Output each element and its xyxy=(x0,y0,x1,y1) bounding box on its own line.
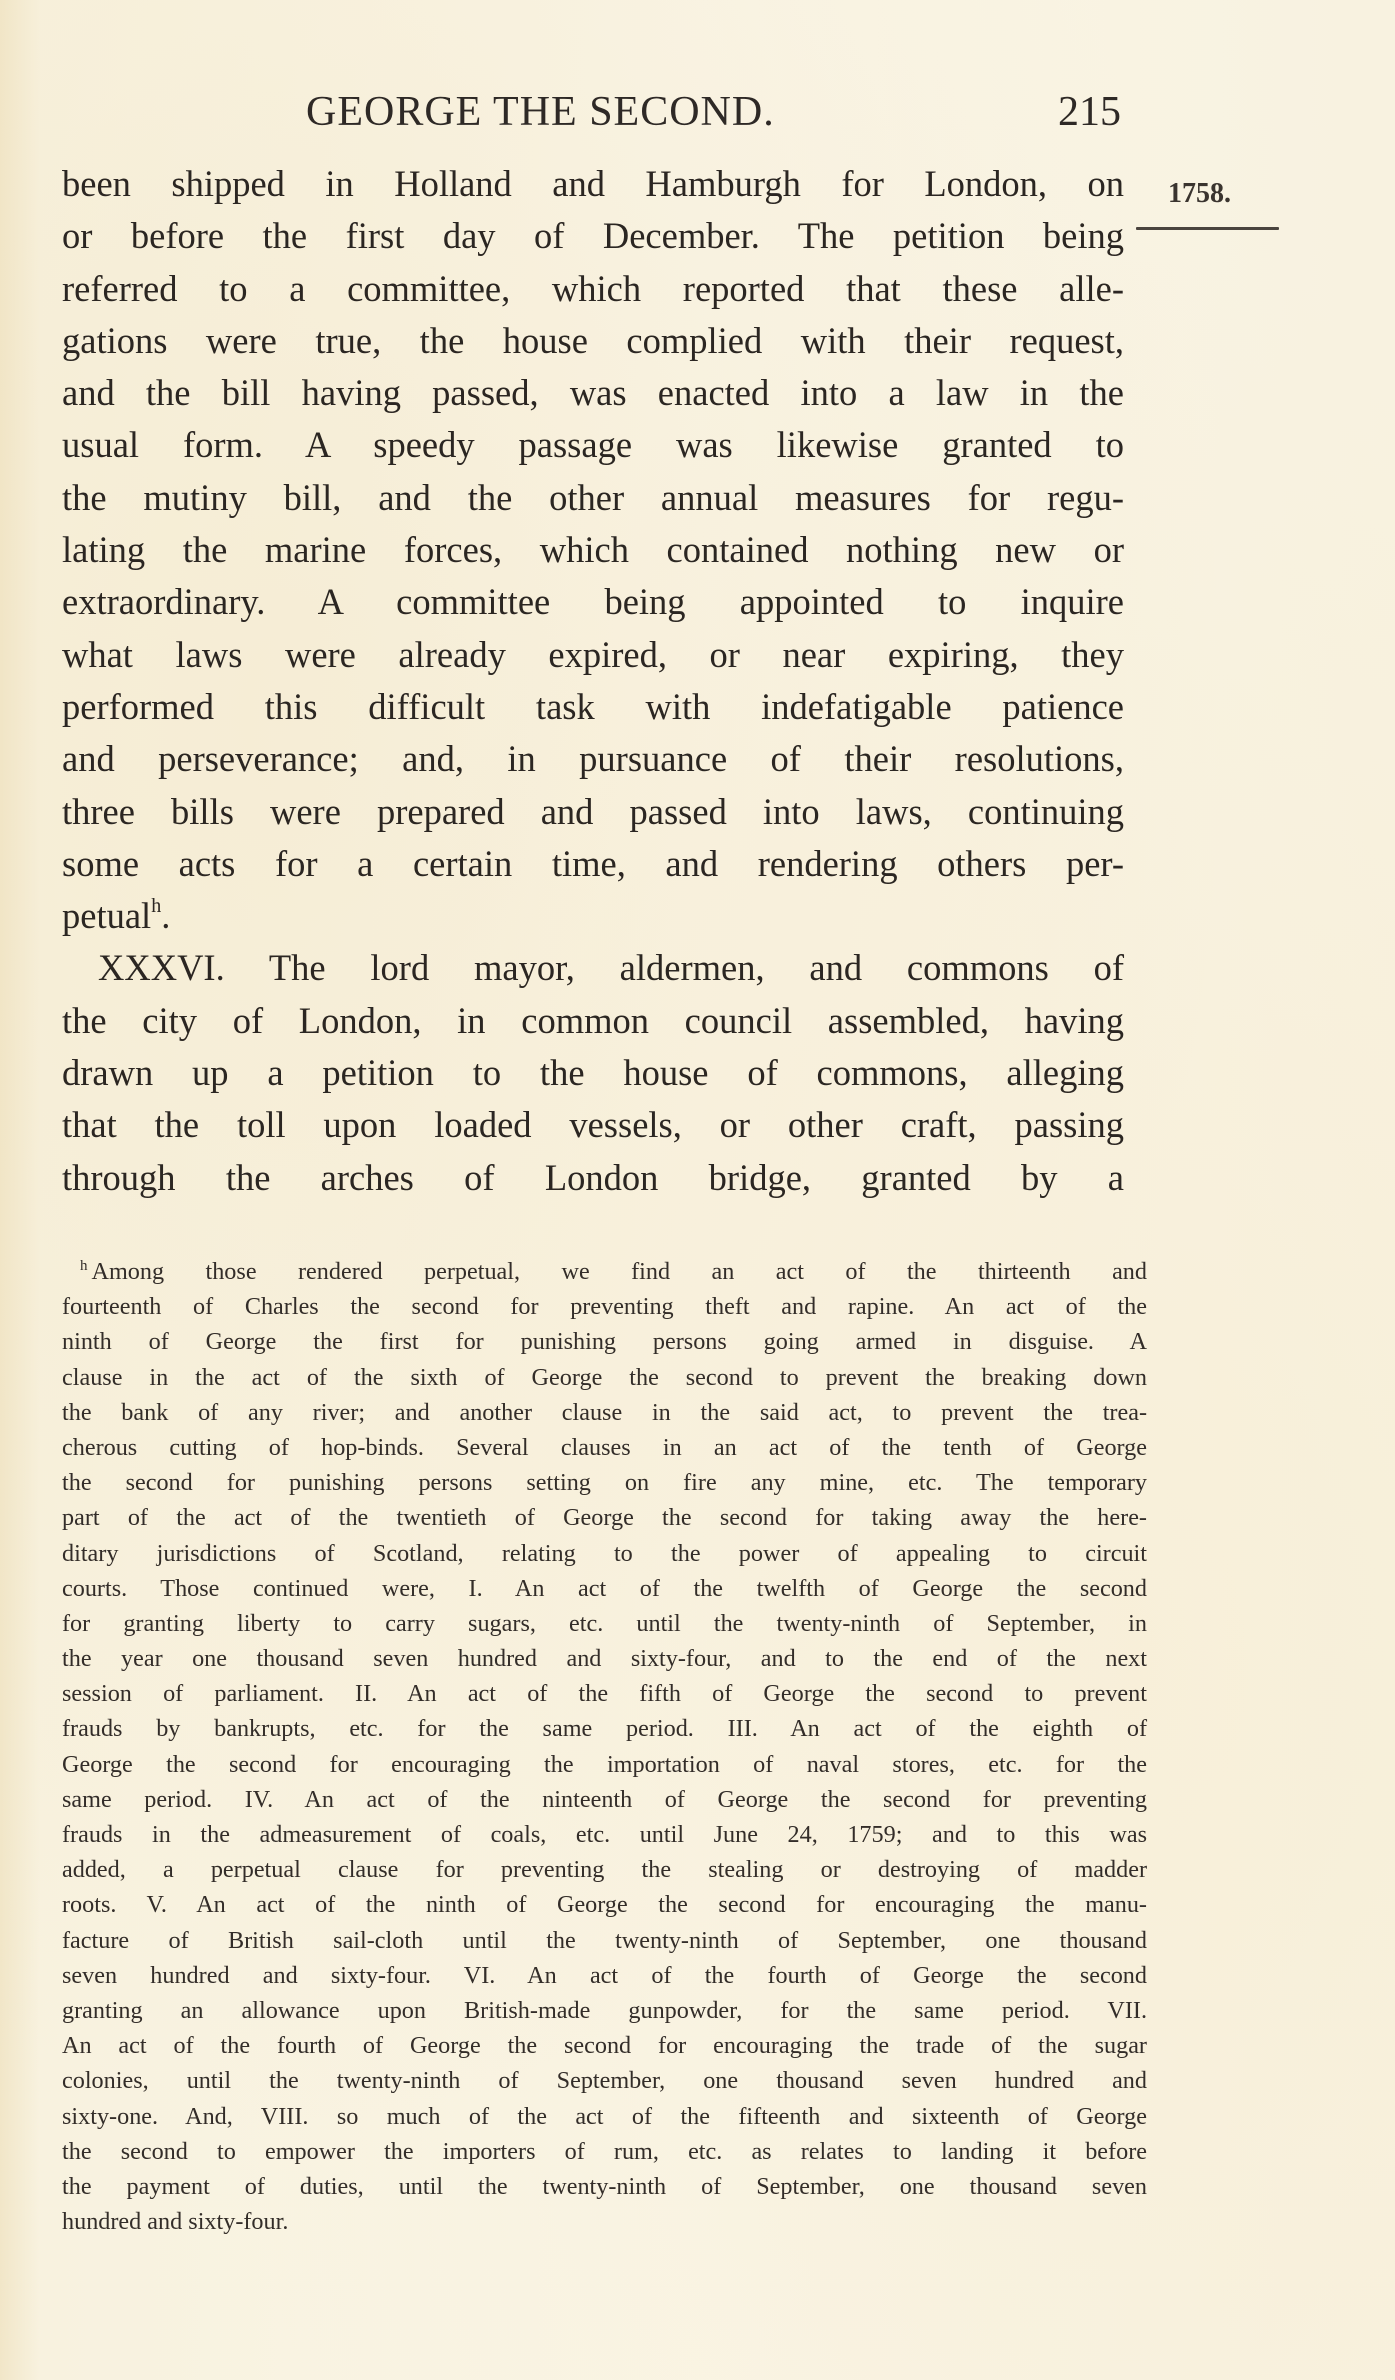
footnote-line: the bank of any river; and another clause in the said act, to prevent the trea- xyxy=(62,1398,1147,1426)
body-line: been shipped in Holland and Hamburgh for London, on xyxy=(62,163,1124,204)
footnote-line-last: hundred and sixty-four. xyxy=(62,2208,289,2236)
margin-rule-divider xyxy=(1136,227,1279,230)
body-line: three bills were prepared and passed into laws, continuing xyxy=(62,790,1124,832)
running-head xyxy=(306,88,1121,144)
body-text xyxy=(62,158,1124,1204)
body-line: or before the first day of December. The petition being xyxy=(62,215,1124,257)
footnote-line: frauds by bankrupts, etc. for the same period. III. An act of the eighth of xyxy=(62,1715,1147,1743)
page-number: 215 xyxy=(1058,89,1121,135)
body-line: some acts for a certain time, and rendering others per- xyxy=(62,842,1124,884)
body-line: what laws were already expired, or near expiring, they xyxy=(62,633,1124,675)
section-number: XXXVI. xyxy=(98,947,225,989)
footnote-line: granting an allowance upon British-made gunpowder, for the same period. VII. xyxy=(62,1996,1147,2024)
period: . xyxy=(161,895,171,937)
body-line: lating the marine forces, which contained nothing new or xyxy=(62,529,1124,571)
body-line-text: petual xyxy=(62,895,152,937)
footnote-line: the payment of duties, until the twenty-ninth of September, one thousand seven xyxy=(62,2172,1147,2200)
footnote-line: ditary jurisdictions of Scotland, relating to the power of appealing to circuit xyxy=(62,1539,1147,1567)
footnote-line: facture of British sail-cloth until the twenty-ninth of September, one thousand xyxy=(62,1926,1147,1954)
footnote-line: seven hundred and sixty-four. VI. An act of the fourth of George the second xyxy=(62,1961,1147,1989)
body-line: and the bill having passed, was enacted into a law in the xyxy=(62,372,1124,414)
footnote-line: colonies, until the twenty-ninth of September, one thousand seven hundred and xyxy=(62,2067,1147,2095)
body-line: referred to a committee, which reported that these alle- xyxy=(62,267,1124,309)
body-line: the city of London, in common council assembled, having xyxy=(62,999,1124,1041)
footnote-line: courts. Those continued were, I. An act of the twelfth of George the second xyxy=(62,1574,1147,1602)
body-line: performed this difficult task with indefatigable patience xyxy=(62,685,1124,727)
body-line: that the toll upon loaded vessels, or other craft, passing xyxy=(62,1104,1124,1146)
margin-year-note: 1758. xyxy=(1168,178,1231,209)
footnote-line: same period. IV. An act of the ninteenth of George the second for preventing xyxy=(62,1785,1147,1813)
body-line-paragraph-end xyxy=(62,890,1124,942)
footnote-line: the year one thousand seven hundred and sixty-four, and to the end of the next xyxy=(62,1645,1147,1673)
running-title: GEORGE THE SECOND. xyxy=(306,89,775,135)
body-line: usual form. A speedy passage was likewise granted to xyxy=(62,424,1124,466)
body-line: extraordinary. A committee being appointed to inquire xyxy=(62,581,1124,623)
section-line-text: The lord mayor, aldermen, and commons of xyxy=(268,947,1125,989)
footnote-line: ninth of George the first for punishing persons going armed in disguise. A xyxy=(62,1328,1147,1356)
footnote-line: frauds in the admeasurement of coals, etc. until June 24, 1759; and to this was xyxy=(62,1821,1147,1848)
footnote-reference-h[interactable]: h xyxy=(151,895,162,918)
footnote-line-text: Among those rendered perpetual, we find an act of the thirteenth and xyxy=(91,1258,1147,1285)
footnote-line: part of the act of the twentieth of George the second for taking away the here- xyxy=(62,1504,1147,1532)
footnote-line: George the second for encouraging the importation of naval stores, etc. for the xyxy=(62,1750,1147,1778)
footnote-line: cherous cutting of hop-binds. Several clauses in an act of the tenth of George xyxy=(62,1433,1147,1461)
footnote-line: the second for punishing persons setting on fire any mine, etc. The temporary xyxy=(62,1469,1147,1497)
footnote-line: the second to empower the importers of rum, etc. as relates to landing it before xyxy=(62,2137,1147,2165)
body-line: gations were true, the house complied with their request, xyxy=(62,319,1124,361)
footnote-line: An act of the fourth of George the second for encouraging the trade of the sugar xyxy=(62,2032,1147,2060)
footnote-line: session of parliament. II. An act of the fifth of George the second to prevent xyxy=(62,1680,1147,1708)
footnote-line: clause in the act of the sixth of George the second to prevent the breaking down xyxy=(62,1363,1147,1391)
footnote-line-first xyxy=(62,1254,1147,1289)
footnote-line: roots. V. An act of the ninth of George the second for encouraging the manu- xyxy=(62,1891,1147,1919)
footnote-h xyxy=(62,1254,1147,2239)
body-line: drawn up a petition to the house of commons, alleging xyxy=(62,1052,1124,1094)
footnote-marker: h xyxy=(80,1258,88,1274)
footnote-line: added, a perpetual clause for preventing the stealing or destroying of madder xyxy=(62,1856,1147,1884)
footnote-line: for granting liberty to carry sugars, etc. until the twenty-ninth of September, in xyxy=(62,1609,1147,1637)
footnote-line: fourteenth of Charles the second for preventing theft and rapine. An act of the xyxy=(62,1293,1147,1321)
body-line: and perseverance; and, in pursuance of their resolutions, xyxy=(62,738,1124,780)
body-line: through the arches of London bridge, granted by a xyxy=(62,1156,1124,1198)
section-heading-line xyxy=(62,942,1124,994)
footnote-line: sixty-one. And, VIII. so much of the act of the fifteenth and sixteenth of George xyxy=(62,2102,1147,2130)
body-line: the mutiny bill, and the other annual measures for regu- xyxy=(62,476,1124,518)
